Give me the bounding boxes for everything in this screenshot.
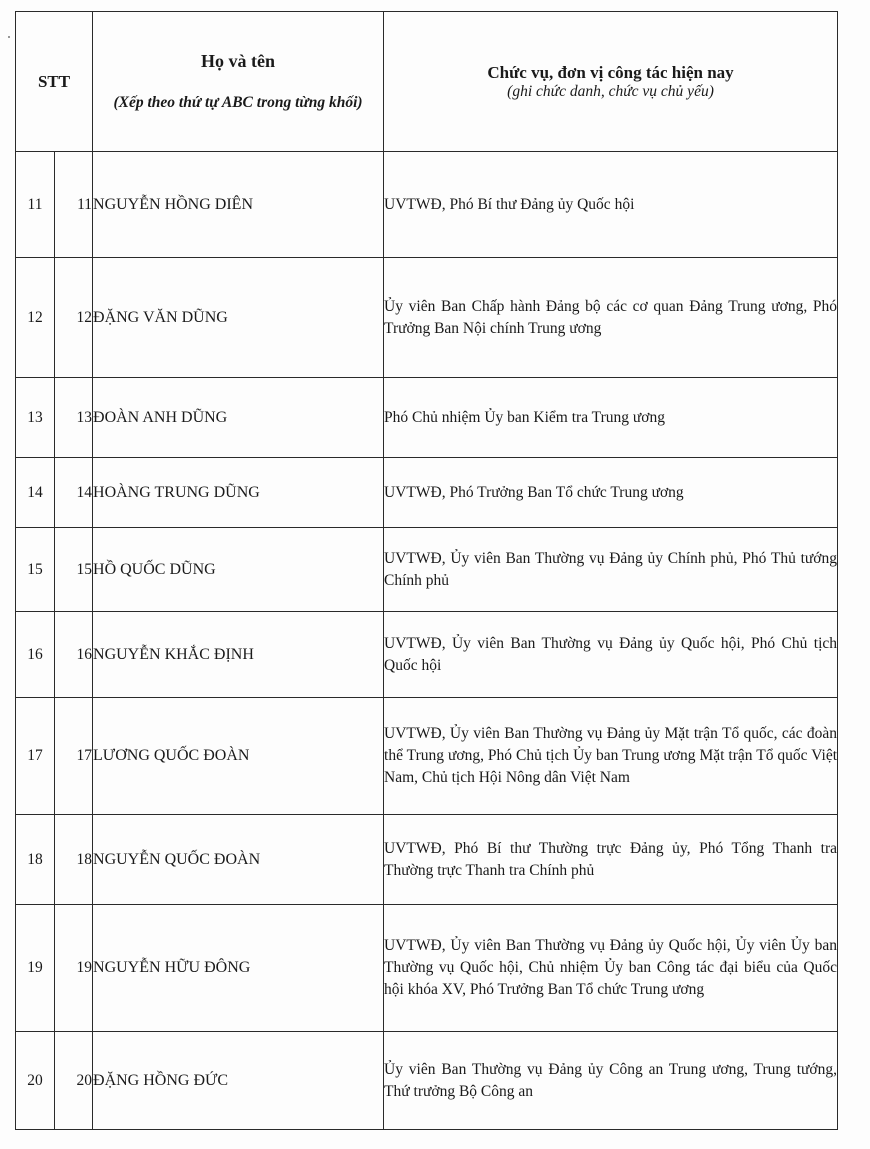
row-stt-group: 12 (55, 258, 93, 378)
row-name: ĐẶNG HỒNG ĐỨC (93, 1032, 384, 1130)
row-name: HOÀNG TRUNG DŨNG (93, 458, 384, 528)
table-header (16, 12, 838, 152)
row-name: NGUYỄN HỮU ĐÔNG (93, 905, 384, 1032)
table-row (16, 815, 838, 905)
row-stt: 17 (16, 698, 55, 815)
row-stt-group: 20 (55, 1032, 93, 1130)
row-stt: 18 (16, 815, 55, 905)
header-position-title: Chức vụ, đơn vị công tác hiện nay (487, 62, 734, 82)
row-name: LƯƠNG QUỐC ĐOÀN (93, 698, 384, 815)
row-stt-group: 19 (55, 905, 93, 1032)
row-stt-group: 17 (55, 698, 93, 815)
row-stt-group: 14 (55, 458, 93, 528)
row-stt-group: 18 (55, 815, 93, 905)
header-name (93, 12, 384, 152)
table-row (16, 528, 838, 612)
row-position: Ủy viên Ban Thường vụ Đảng ủy Công an Trung ương, Trung tướng, Thứ trưởng Bộ Công an (384, 1032, 838, 1130)
scan-speck (8, 36, 10, 38)
row-position: UVTWĐ, Ủy viên Ban Thường vụ Đảng ủy Quốc hội, Ủy viên Ủy ban Thường vụ Quốc hội, Chủ nhiệm Ủy ban Công tác đại biểu của Quốc hội khóa XV, Phó Trưởng Ban Tổ chức Trung ương (384, 905, 838, 1032)
row-name: ĐẶNG VĂN DŨNG (93, 258, 384, 378)
table-body (16, 152, 838, 1130)
table-row (16, 698, 838, 815)
row-position: UVTWĐ, Ủy viên Ban Thường vụ Đảng ủy Quốc hội, Phó Chủ tịch Quốc hội (384, 612, 838, 698)
row-stt: 13 (16, 378, 55, 458)
row-stt: 14 (16, 458, 55, 528)
table-row (16, 378, 838, 458)
row-position: UVTWĐ, Ủy viên Ban Thường vụ Đảng ủy Mặt trận Tổ quốc, các đoàn thể Trung ương, Phó Chủ tịch Ủy ban Trung ương Mặt trận Tổ quốc Việt Nam, Chủ tịch Hội Nông dân Việt Nam (384, 698, 838, 815)
table-row (16, 905, 838, 1032)
row-position: Ủy viên Ban Chấp hành Đảng bộ các cơ quan Đảng Trung ương, Phó Trưởng Ban Nội chính Trung ương (384, 258, 838, 378)
header-position (384, 12, 838, 152)
row-stt: 15 (16, 528, 55, 612)
row-name: NGUYỄN KHẮC ĐỊNH (93, 612, 384, 698)
table-row (16, 258, 838, 378)
row-position: UVTWĐ, Ủy viên Ban Thường vụ Đảng ủy Chính phủ, Phó Thủ tướng Chính phủ (384, 528, 838, 612)
header-stt: STT (16, 12, 93, 152)
table-row (16, 612, 838, 698)
row-stt: 16 (16, 612, 55, 698)
row-stt-group: 11 (55, 152, 93, 258)
row-stt: 12 (16, 258, 55, 378)
row-stt: 11 (16, 152, 55, 258)
personnel-table (15, 11, 838, 1130)
row-position: UVTWĐ, Phó Bí thư Đảng ủy Quốc hội (384, 152, 838, 258)
header-position-note: (ghi chức danh, chức vụ chủ yếu) (507, 82, 714, 100)
table-row (16, 152, 838, 258)
row-name: NGUYỄN QUỐC ĐOÀN (93, 815, 384, 905)
row-stt-group: 15 (55, 528, 93, 612)
row-position: UVTWĐ, Phó Bí thư Thường trực Đảng ủy, Phó Tổng Thanh tra Thường trực Thanh tra Chính phủ (384, 815, 838, 905)
row-stt: 20 (16, 1032, 55, 1130)
row-position: UVTWĐ, Phó Trưởng Ban Tổ chức Trung ương (384, 458, 838, 528)
row-name: HỒ QUỐC DŨNG (93, 528, 384, 612)
row-stt-group: 16 (55, 612, 93, 698)
row-name: ĐOÀN ANH DŨNG (93, 378, 384, 458)
table-row (16, 458, 838, 528)
row-position: Phó Chủ nhiệm Ủy ban Kiểm tra Trung ương (384, 378, 838, 458)
row-stt-group: 13 (55, 378, 93, 458)
table-row (16, 1032, 838, 1130)
header-name-note: (Xếp theo thứ tự ABC trong từng khối) (113, 94, 363, 111)
row-stt: 19 (16, 905, 55, 1032)
header-name-title: Họ và tên (201, 51, 276, 71)
row-name: NGUYỄN HỒNG DIÊN (93, 152, 384, 258)
